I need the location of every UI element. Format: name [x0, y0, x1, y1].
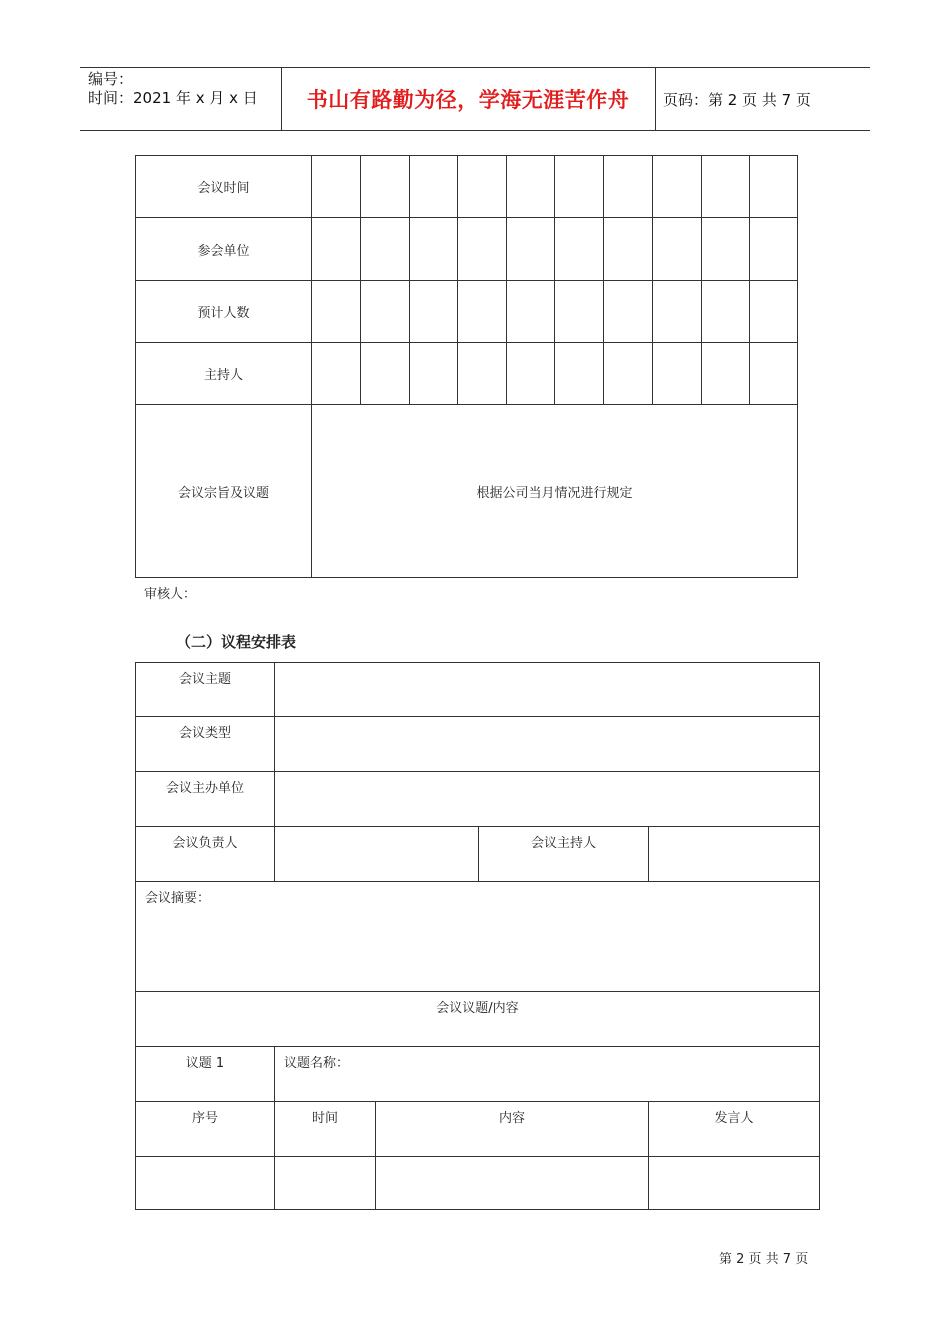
agenda1-label: 议题 1: [185, 1056, 225, 1071]
blank-cell[interactable]: [555, 156, 604, 218]
col-content-cell: [376, 1102, 649, 1157]
page-footer: 第 2 页 共 7 页: [719, 1252, 809, 1267]
type-label: 会议类型: [178, 726, 231, 741]
page-header: [80, 67, 870, 131]
host-org-value-cell[interactable]: [275, 772, 820, 827]
blank-cell[interactable]: [750, 281, 798, 343]
blank-cell[interactable]: [136, 1157, 275, 1210]
blank-cell[interactable]: [361, 281, 410, 343]
meeting-plan-table: [135, 155, 798, 578]
blank-cell[interactable]: [653, 156, 702, 218]
table-row: [136, 992, 820, 1047]
topic-label-cell: [136, 663, 275, 717]
blank-cell[interactable]: [653, 343, 702, 405]
table-row: [136, 882, 820, 992]
blank-cell[interactable]: [458, 218, 507, 281]
table-row: [136, 772, 820, 827]
host-org-label: 会议主办单位: [165, 781, 244, 796]
blank-cell[interactable]: [750, 343, 798, 405]
topic-value-cell[interactable]: [275, 663, 820, 717]
header-meta: [88, 70, 278, 108]
blank-cell[interactable]: [312, 343, 361, 405]
col-speaker-cell: [649, 1102, 820, 1157]
blank-cell[interactable]: [361, 343, 410, 405]
row-label-meeting-time: 会议时间: [136, 156, 312, 218]
blank-cell[interactable]: [376, 1157, 649, 1210]
blank-cell[interactable]: [649, 1157, 820, 1210]
blank-cell[interactable]: [361, 156, 410, 218]
blank-cell[interactable]: [507, 156, 555, 218]
agenda1-name-label: 议题名称：: [284, 1056, 350, 1071]
col-header-speaker: 发言人: [714, 1111, 754, 1126]
time-label: 时间：2021 年 x 月 x 日: [88, 89, 258, 107]
blank-cell[interactable]: [702, 281, 750, 343]
table-row: [136, 281, 798, 343]
topic-label: 会议主题: [178, 672, 231, 687]
row-label-participating-units: 参会单位: [136, 218, 312, 281]
blank-cell[interactable]: [555, 343, 604, 405]
moderator-label: 会议主持人: [530, 836, 596, 851]
blank-cell[interactable]: [361, 218, 410, 281]
blank-cell[interactable]: [507, 281, 555, 343]
blank-cell[interactable]: [750, 218, 798, 281]
responsible-value-cell[interactable]: [275, 827, 479, 882]
host-org-label-cell: [136, 772, 275, 827]
blank-cell[interactable]: [312, 218, 361, 281]
blank-cell[interactable]: [507, 218, 555, 281]
blank-cell[interactable]: [410, 281, 458, 343]
header-motto: 书山有路勤为径，学海无涯苦作舟: [306, 88, 630, 112]
purpose-value: 根据公司当月情况进行规定: [312, 405, 798, 578]
blank-cell[interactable]: [702, 218, 750, 281]
blank-cell[interactable]: [653, 281, 702, 343]
blank-cell[interactable]: [604, 218, 653, 281]
agenda-header-cell: [136, 992, 820, 1047]
blank-cell[interactable]: [555, 281, 604, 343]
table-row: [136, 1157, 820, 1210]
table-row: [136, 663, 820, 717]
header-divider: [655, 68, 656, 130]
table-row: [136, 1047, 820, 1102]
section-title: （二）议程安排表: [176, 633, 297, 651]
blank-cell[interactable]: [702, 343, 750, 405]
moderator-value-cell[interactable]: [649, 827, 820, 882]
col-seq-cell: [136, 1102, 275, 1157]
table-row: [136, 717, 820, 772]
blank-cell[interactable]: [604, 281, 653, 343]
blank-cell[interactable]: [555, 218, 604, 281]
agenda1-label-cell: [136, 1047, 275, 1102]
agenda-table: [135, 662, 820, 1210]
table-row: [136, 218, 798, 281]
blank-cell[interactable]: [410, 343, 458, 405]
blank-cell[interactable]: [750, 156, 798, 218]
summary-label: 会议摘要：: [145, 891, 211, 906]
col-header-seq: 序号: [191, 1111, 218, 1126]
row-label-purpose: 会议宗旨及议题: [136, 405, 312, 578]
col-header-content: 内容: [498, 1111, 525, 1126]
blank-cell[interactable]: [312, 156, 361, 218]
blank-cell[interactable]: [604, 156, 653, 218]
reviewer-label: 审核人：: [144, 587, 197, 602]
blank-cell[interactable]: [458, 343, 507, 405]
table-row: [136, 827, 820, 882]
responsible-label: 会议负责人: [172, 836, 238, 851]
summary-cell[interactable]: [136, 882, 820, 992]
table-row: [136, 405, 798, 578]
blank-cell[interactable]: [653, 218, 702, 281]
agenda1-name-cell[interactable]: [275, 1047, 820, 1102]
col-header-time: 时间: [311, 1111, 338, 1126]
col-time-cell: [275, 1102, 376, 1157]
blank-cell[interactable]: [410, 218, 458, 281]
number-label: 编号：: [88, 70, 134, 88]
header-page-info: 页码：第 2 页 共 7 页: [663, 90, 811, 109]
blank-cell[interactable]: [458, 281, 507, 343]
blank-cell[interactable]: [275, 1157, 376, 1210]
agenda-header: 会议议题/内容: [436, 1001, 519, 1016]
blank-cell[interactable]: [312, 281, 361, 343]
table-row: [136, 156, 798, 218]
blank-cell[interactable]: [702, 156, 750, 218]
type-label-cell: [136, 717, 275, 772]
row-label-expected-attendees: 预计人数: [136, 281, 312, 343]
table-row: [136, 343, 798, 405]
table-row: [136, 1102, 820, 1157]
row-label-host: 主持人: [136, 343, 312, 405]
responsible-label-cell: [136, 827, 275, 882]
blank-cell[interactable]: [458, 156, 507, 218]
blank-cell[interactable]: [410, 156, 458, 218]
blank-cell[interactable]: [604, 343, 653, 405]
type-value-cell[interactable]: [275, 717, 820, 772]
blank-cell[interactable]: [507, 343, 555, 405]
moderator-label-cell: [479, 827, 649, 882]
